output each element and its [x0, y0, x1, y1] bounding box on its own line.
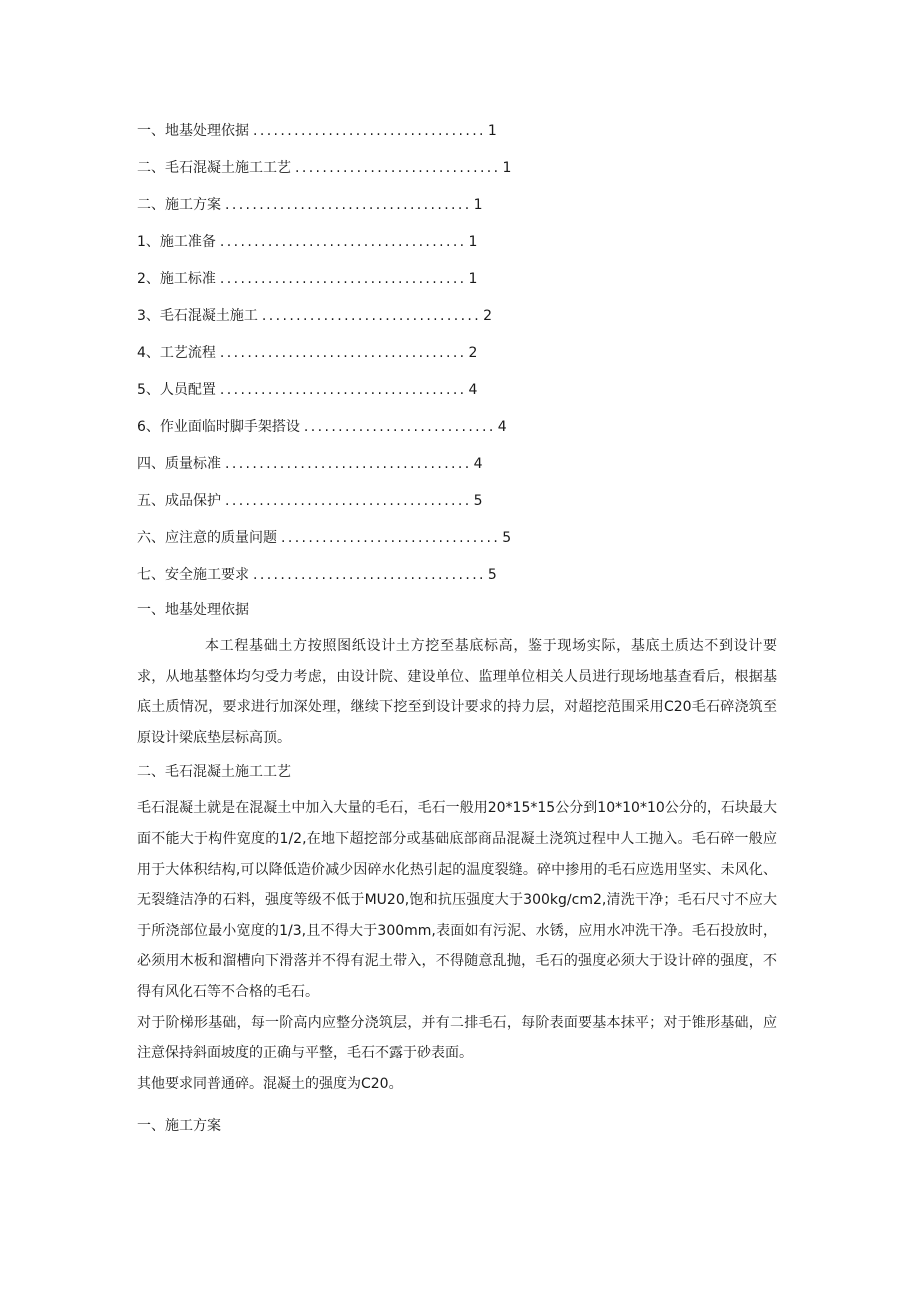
- toc-leader: ....................................: [225, 493, 472, 509]
- toc-entry[interactable]: [137, 488, 597, 525]
- toc-title: 1、施工准备: [137, 234, 216, 250]
- section-paragraph: 对于阶梯形基础，每一阶高内应整分浇筑层，并有二排毛石，每阶表面要基本抹平；对于锥形基础，应注意保持斜面坡度的正确与平整，毛石不露于砂表面。: [137, 1014, 777, 1062]
- toc-leader: ....................................: [219, 271, 467, 287]
- table-of-contents: [137, 118, 597, 599]
- toc-page-number: 4: [473, 456, 483, 472]
- toc-leader: ................................: [261, 308, 482, 324]
- toc-entry[interactable]: [137, 155, 597, 192]
- toc-title: 六、应注意的质量问题: [137, 530, 277, 546]
- toc-title: 5、人员配置: [137, 382, 216, 398]
- toc-entry[interactable]: [137, 451, 597, 488]
- toc-title: 2、施工标准: [137, 271, 216, 287]
- section-paragraph: 其他要求同普通碎。混凝土的强度为C20。: [137, 1075, 403, 1092]
- toc-leader: ..............................: [295, 160, 501, 176]
- section-paragraph: 本工程基础土方按照图纸设计土方挖至基底标高，鉴于现场实际，基底土质达不到设计要求，从地基整体均匀受力考虑，由设计院、建设单位、监理单位相关人员进行现场地基查看后，根据基底土质情况，要求进行加深处理，继续下挖至到设计要求的持力层，对超挖范围采用C20毛石碎浇筑至原设计梁底垫层标高顶。: [137, 638, 777, 746]
- toc-leader: ..................................: [253, 567, 486, 583]
- toc-entry[interactable]: [137, 118, 597, 155]
- toc-leader: ................................: [281, 530, 501, 546]
- toc-entry[interactable]: [137, 266, 597, 303]
- toc-leader: ....................................: [219, 234, 467, 250]
- toc-title: 七、安全施工要求: [137, 567, 249, 583]
- toc-title: 4、工艺流程: [137, 345, 216, 361]
- toc-entry[interactable]: [137, 562, 597, 599]
- toc-page-number: 1: [468, 271, 478, 287]
- toc-title: 一、地基处理依据: [137, 123, 249, 139]
- section-heading: 二、毛石混凝土施工工艺: [137, 764, 291, 781]
- toc-page-number: 1: [473, 197, 483, 213]
- toc-leader: ....................................: [225, 197, 472, 213]
- section-heading: 一、施工方案: [137, 1118, 221, 1135]
- toc-entry[interactable]: [137, 414, 597, 451]
- toc-entry[interactable]: [137, 340, 597, 377]
- toc-entry[interactable]: [137, 377, 597, 414]
- toc-title: 四、质量标准: [137, 456, 221, 472]
- section-heading: 一、地基处理依据: [137, 602, 249, 618]
- document-body: [137, 597, 777, 1143]
- toc-page-number: 1: [487, 123, 497, 139]
- toc-title: 五、成品保护: [137, 493, 221, 509]
- toc-entry[interactable]: [137, 229, 597, 266]
- toc-entry[interactable]: [137, 303, 597, 340]
- toc-leader: ..................................: [253, 123, 486, 139]
- toc-leader: ....................................: [225, 456, 472, 472]
- toc-title: 6、作业面临时脚手架搭设: [137, 419, 300, 435]
- toc-page-number: 5: [473, 493, 483, 509]
- toc-title: 3、毛石混凝土施工: [137, 308, 258, 324]
- toc-entry[interactable]: [137, 192, 597, 229]
- toc-entry[interactable]: [137, 525, 597, 562]
- toc-page-number: 2: [468, 345, 478, 361]
- toc-page-number: 4: [497, 419, 507, 435]
- toc-page-number: 4: [468, 382, 478, 398]
- toc-page-number: 1: [468, 234, 478, 250]
- toc-leader: ....................................: [219, 382, 467, 398]
- toc-page-number: 5: [487, 567, 497, 583]
- toc-page-number: 1: [502, 160, 512, 176]
- toc-title: 二、毛石混凝土施工工艺: [137, 160, 291, 176]
- toc-leader: ....................................: [219, 345, 467, 361]
- toc-title: 二、施工方案: [137, 197, 221, 213]
- toc-leader: ............................: [303, 419, 496, 435]
- section-paragraph: 毛石混凝土就是在混凝土中加入大量的毛石，毛石一般用20*15*15公分到10*10*10公分的，石块最大面不能大于构件宽度的1/2,在地下超挖部分或基础底部商品混凝土浇筑过程中人工抛入。毛石碎一般应用于大体积结构,可以降低造价减少因碎水化热引起的温度裂缝。碎中掺用的毛石应选用坚实、未风化、无裂缝洁净的石料，强度等级不低于MU20,饱和抗压强度大于300kg∕cm2,清洗干净；毛石尺寸不应大于所浇部位最小宽度的1/3,且不得大于300mm,表面如有污泥、水锈，应用水冲洗干净。毛石投放时，必须用木板和溜槽向下滑落并不得有泥土带入，不得随意乱抛，毛石的强度必须大于设计碎的强度，不得有风化石等不合格的毛石。: [137, 800, 777, 1000]
- toc-page-number: 5: [502, 530, 512, 546]
- toc-page-number: 2: [483, 308, 493, 324]
